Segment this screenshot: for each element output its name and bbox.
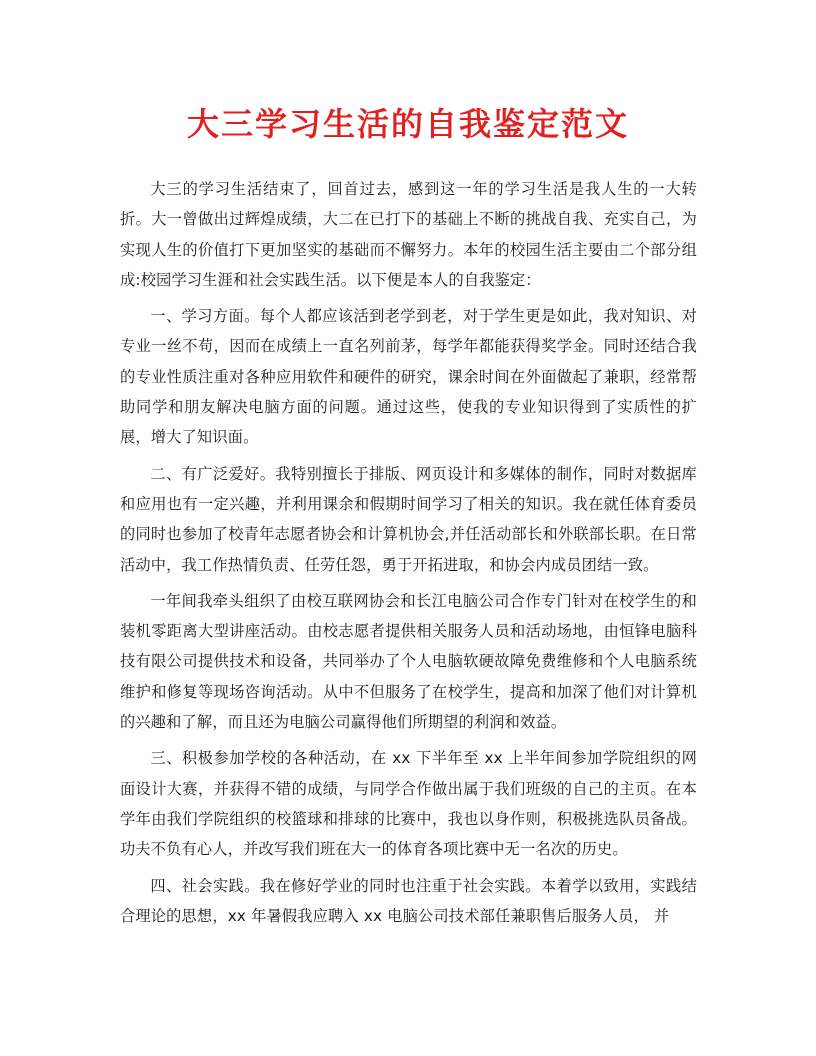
paragraph-activities: 三、积极参加学校的各种活动，在 xx 下半年至 xx 上半年间参加学院组织的网面设计大赛，并获得不错的成绩，与同学合作做出属于我们班级的自己的主页。在本学年由我们学院组织的校篮球和排球的比赛中，我也以身作则，积极挑选队员备战。功夫不负有心人，并改写我们班在大一的体育各项比赛中无一名次的历史。 (120, 749, 697, 859)
paragraph-intro: 大三的学习生活结束了，回首过去，感到这一年的学习生活是我人生的一大转折。大一曾做出过辉煌成绩，大二在已打下的基础上不断的挑战自我、充实自己，为实现人生的价值打下更加坚实的基础而不懈努力。本年的校园生活主要由二个部分组成:校园学习生涯和社会实践生活。以下便是本人的自我鉴定： (120, 180, 697, 289)
paragraph-study: 一、学习方面。每个人都应该活到老学到老，对于学生更是如此，我对知识、对专业一丝不苟，因而在成绩上一直名列前茅，每学年都能获得奖学金。同时还结合我的专业性质注重对各种应用软件和硬件的研究，课余时间在外面做起了兼职，经常帮助同学和朋友解决电脑方面的问题。通过这些，使我的专业知识得到了实质性的扩展，增大了知识面。 (120, 307, 697, 447)
paragraph-social-practice: 四、社会实践。我在修好学业的同时也注重于社会实践。本着学以致用，实践结合理论的思想，xx 年暑假我应聘入 xx 电脑公司技术部任兼职售后服务人员， 并 (120, 876, 697, 925)
paragraph-hobbies: 二、有广泛爱好。我特别擅长于排版、网页设计和多媒体的制作，同时对数据库和应用也有一定兴趣，并利用课余和假期时间学习了相关的知识。我在就任体育委员的同时也参加了校青年志愿者协会和计算机协会,并任活动部长和外联部长职。在日常活动中，我工作热情负责、任劳任怨，勇于开拓进取，和协会内成员团结一致。 (120, 464, 697, 574)
paragraph-lecture-event: 一年间我牵头组织了由校互联网协会和长江电脑公司合作专门针对在校学生的和装机零距离大型讲座活动。由校志愿者提供相关服务人员和活动场地，由恒锋电脑科技有限公司提供技术和设备，共同举办了个人电脑软硬故障免费维修和个人电脑系统维护和修复等现场咨询活动。从中不但服务了在校学生，提高和加深了他们对计算机的兴趣和了解，而且还为电脑公司赢得他们所期望的利润和效益。 (120, 591, 697, 732)
document-body (120, 174, 697, 937)
document-title: 大三学习生活的自我鉴定范文 (186, 105, 629, 143)
